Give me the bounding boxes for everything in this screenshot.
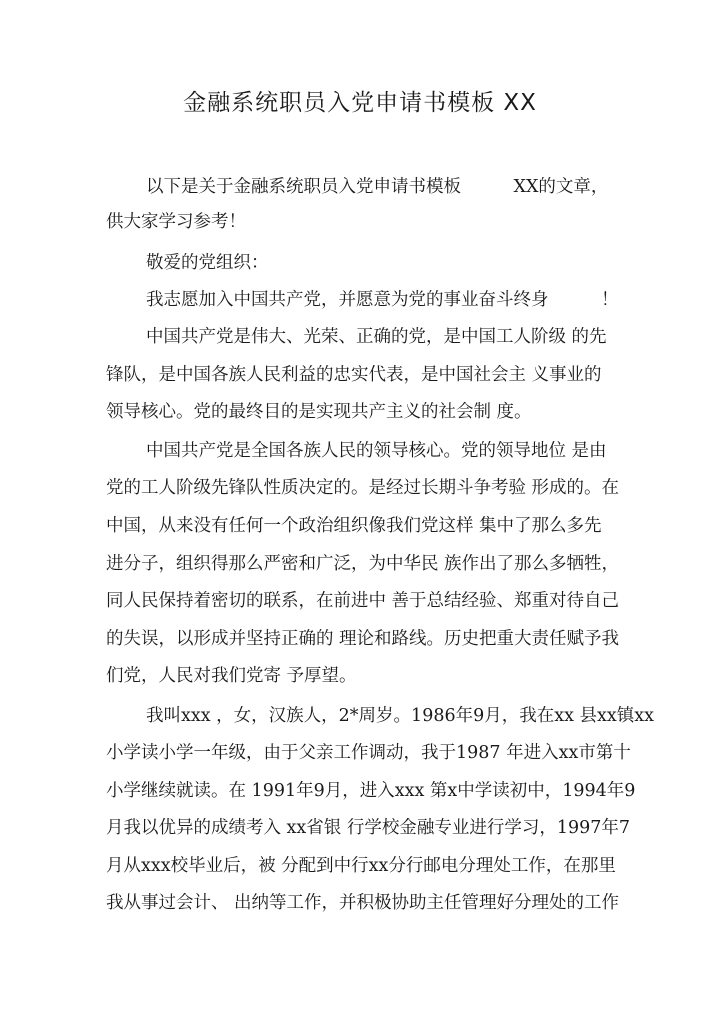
- paragraph-line: 中国共产党是全国各族人民的领导核心。党的领导地位 是由: [146, 441, 607, 461]
- paragraph-line: 以下是关于金融系统职员入党申请书模板 XX的文章，: [146, 177, 609, 197]
- paragraph-line: 月从xxx校毕业后，被 分配到中行xx分行邮电分理处工作，在那里: [106, 856, 616, 876]
- paragraph-line: 党的工人阶级先锋队性质决定的。是经过长期斗争考验 形成的。在: [106, 478, 620, 498]
- paragraph-line: 敬爱的党组织：: [146, 253, 269, 273]
- paragraph-line: 我志愿加入中国共产党，并愿意为党的事业奋斗终身 ！: [146, 290, 619, 310]
- paragraph-line: 小学继续就读。在 1991年9月，进入xxx 第x中学读初中，1994年9: [106, 781, 636, 801]
- paragraph-line: 我从事过会计、 出纳等工作，并积极协助主任管理好分理处的工作: [106, 893, 620, 913]
- paragraph-line: 同人民保持着密切的联系，在前进中 善于总结经验、郑重对待自己: [106, 591, 620, 611]
- paragraph-line: 中国共产党是伟大、光荣、正确的党，是中国工人阶级 的先: [146, 327, 607, 347]
- paragraph-line: 中国，从来没有任何一个政治组织像我们党这样 集中了那么多先: [106, 516, 602, 536]
- paragraph-line: 领导核心。党的最终目的是实现共产主义的社会制 度。: [106, 402, 532, 422]
- paragraph-line: 锋队，是中国各族人民利益的忠实代表，是中国社会主 义事业的: [106, 365, 602, 385]
- paragraph-line: 供大家学习参考！: [106, 212, 246, 232]
- paragraph-line: 的失误，以形成并坚持正确的 理论和路线。历史把重大责任赋予我: [106, 629, 620, 649]
- paragraph-line: 我叫xxx ，女，汉族人，2*周岁。1986年9月，我在xx 县xx镇xx: [146, 706, 655, 726]
- document-title: 金融系统职员入党申请书模板 XX: [183, 90, 537, 116]
- paragraph-line: 们党，人民对我们党寄 予厚望。: [106, 666, 357, 686]
- paragraph-line: 月我以优异的成绩考入 xx省银 行学校金融专业进行学习，1997年7: [106, 818, 631, 838]
- paragraph-line: 小学读小学一年级，由于父亲工作调动，我于1987 年进入xx市第十: [106, 743, 631, 763]
- paragraph-line: 进分子，组织得那么严密和广泛，为中华民 族作出了那么多牺牲，: [106, 554, 620, 574]
